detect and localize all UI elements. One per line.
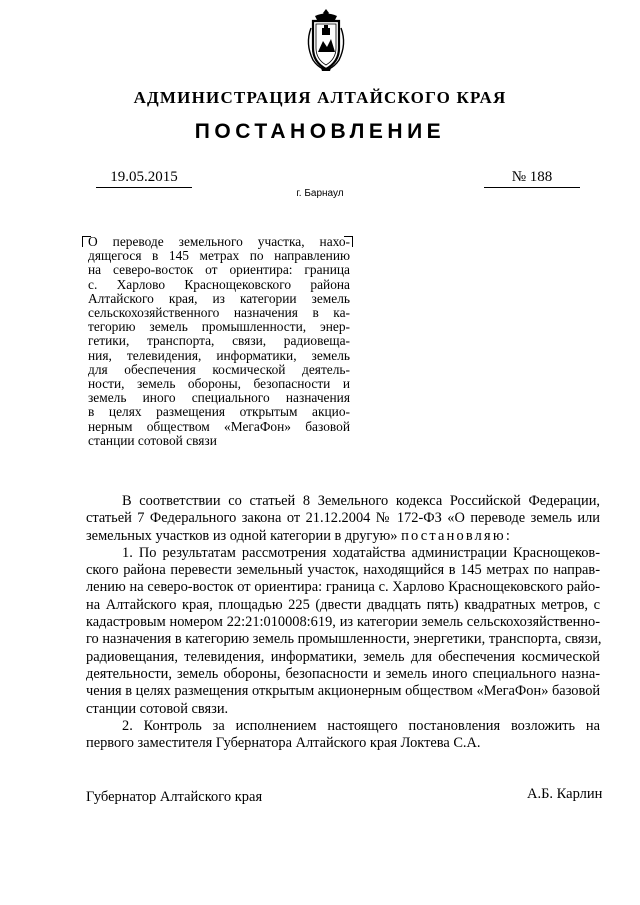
subject-line: Алтайского края, из категории земель <box>88 290 350 306</box>
item1-line: на Алтайского края, площадью 225 (двести двадцать пять) квадратных метров, с <box>86 596 600 613</box>
subject-line: станции сотовой связи <box>88 432 217 448</box>
decree-body <box>86 493 600 752</box>
subject-line: для обеспечения космической деятель- <box>88 361 350 377</box>
document-city: г. Барнаул <box>296 188 344 199</box>
decree-word: постановляю: <box>401 527 513 544</box>
preamble-last-line <box>86 528 600 545</box>
item1-line: кадастровым номером 22:21:010008:619, из категории земель сельскохозяйственно- <box>86 614 600 631</box>
item1-line: деятельности, земель обороны, безопасности и земель иного специального назна- <box>86 665 600 682</box>
document-type-title: ПОСТАНОВЛЕНИЕ <box>194 120 446 143</box>
subject-line: в целях размещения открытым акцио- <box>88 404 350 420</box>
preamble-line: В соответствии со статьей 8 Земельного кодекса Российской Федерации, <box>122 493 600 509</box>
subject-line: сельскохозяйственного назначения в ка- <box>88 305 350 321</box>
item1-line: чения в целях размещения открытым акционерным обществом «МегаФон» базовой <box>86 683 601 700</box>
item2-line: первого заместителя Губернатора Алтайского края Локтева С.А. <box>86 735 481 752</box>
item2-line: 2. Контроль за исполнением настоящего постановления возложить на <box>122 717 600 734</box>
item1-line: радиовещания, телевидения, информатики, земель для обеспечения космической <box>86 648 600 665</box>
item1-line: ского района перевести земельный участок, находящийся в 145 метрах по направ- <box>86 562 600 579</box>
subject-line: О переводе земельного участка, нахо- <box>88 234 350 249</box>
document-date: 19.05.2015 <box>96 169 192 188</box>
item1-line: 1. По результатам рассмотрения ходатайства администрации Краснощеков- <box>122 544 600 561</box>
subject-block <box>88 235 350 448</box>
coat-of-arms-emblem <box>301 8 351 72</box>
subject-line: тегорию земель промышленности, энер- <box>88 319 350 335</box>
subject-line: земель иного специального назначения <box>88 390 350 406</box>
signatory-name: А.Б. Карлин <box>527 786 603 802</box>
subject-line: ния, телевидения, информатики, земель <box>88 347 350 363</box>
preamble-text: земельных участков из одной категории в другую» <box>86 527 398 544</box>
item1-line: станции сотовой связи. <box>86 700 229 717</box>
subject-line: нерным обществом «МегаФон» базовой <box>88 418 350 434</box>
item1-line: го назначения в категорию земель промышленности, энергетики, транспорта, связи, <box>86 631 602 648</box>
subject-line: гетики, транспорта, связи, радиовеща- <box>88 333 350 349</box>
subject-line: с. Харлово Краснощековского района <box>88 276 350 292</box>
document-number: № 188 <box>484 169 580 188</box>
preamble-line: статьей 7 Федерального закона от 21.12.2004 № 172-ФЗ «О переводе земель или <box>86 510 600 527</box>
item1-line: лению на северо-восток от ориентира: граница с. Харлово Краснощековского райо- <box>86 579 600 596</box>
signatory-position: Губернатор Алтайского края <box>86 789 263 805</box>
organization-title: АДМИНИСТРАЦИЯ АЛТАЙСКОГО КРАЯ <box>133 88 507 107</box>
subject-line: дящегося в 145 метрах по направлению <box>88 248 350 264</box>
subject-line: ности, земель обороны, безопасности и <box>88 376 350 392</box>
subject-line: на северо-восток от ориентира: граница <box>88 262 350 278</box>
